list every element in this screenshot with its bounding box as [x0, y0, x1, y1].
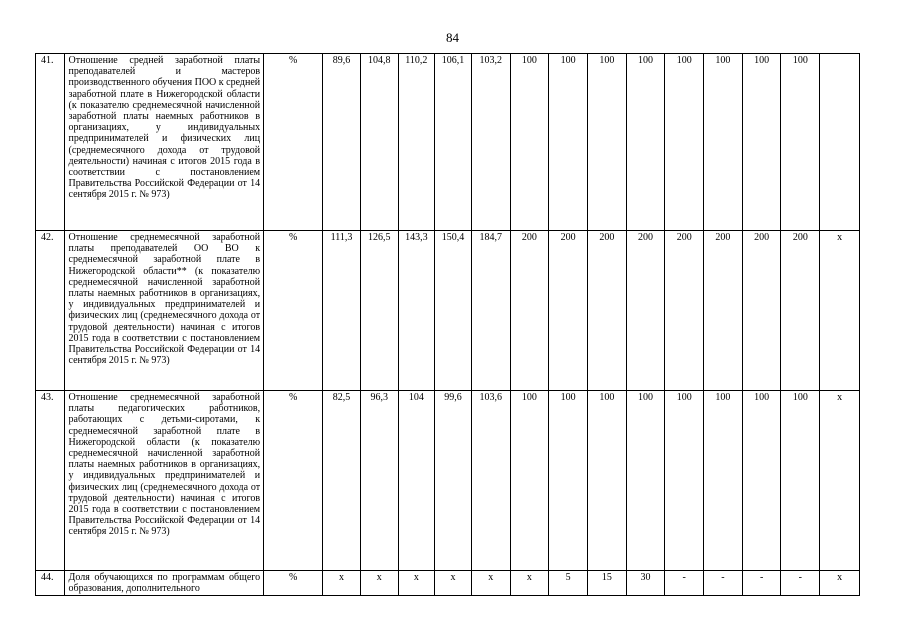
value-cell: 100 [704, 54, 743, 231]
table-row [36, 231, 860, 391]
value-cell: 100 [665, 54, 704, 231]
unit-cell: % [264, 391, 323, 571]
value-cell: x [323, 571, 361, 596]
value-cell: 100 [510, 391, 549, 571]
value-cell: 200 [781, 231, 820, 391]
value-cell: 200 [510, 231, 549, 391]
value-cell: 200 [587, 231, 626, 391]
value-cell: 100 [781, 54, 820, 231]
value-cell: - [665, 571, 704, 596]
value-cell: 200 [549, 231, 588, 391]
value-cell: x [435, 571, 472, 596]
row-number: 44. [36, 571, 65, 596]
table-row [36, 571, 860, 596]
value-cell: 100 [781, 391, 820, 571]
value-cell: 96,3 [360, 391, 398, 571]
value-cell: - [704, 571, 743, 596]
value-cell: 111,3 [323, 231, 361, 391]
value-cell: 103,2 [471, 54, 510, 231]
value-cell: 15 [587, 571, 626, 596]
value-cell: - [781, 571, 820, 596]
row-number: 43. [36, 391, 65, 571]
indicator-name: Доля обучающихся по программам общего образования, дополнительного [64, 571, 264, 596]
value-cell: 106,1 [435, 54, 472, 231]
value-cell: 89,6 [323, 54, 361, 231]
row-number: 41. [36, 54, 65, 231]
value-cell: 100 [742, 54, 781, 231]
value-cell: 104,8 [360, 54, 398, 231]
value-cell: 100 [704, 391, 743, 571]
value-cell: x [360, 571, 398, 596]
value-cell: 143,3 [398, 231, 435, 391]
value-cell: 103,6 [471, 391, 510, 571]
value-cell: x [820, 391, 860, 571]
value-cell: 100 [587, 54, 626, 231]
value-cell: x [820, 231, 860, 391]
value-cell: 200 [626, 231, 665, 391]
value-cell: 126,5 [360, 231, 398, 391]
value-cell: 100 [549, 391, 588, 571]
unit-cell: % [264, 571, 323, 596]
value-cell: 100 [510, 54, 549, 231]
value-cell: 100 [665, 391, 704, 571]
indicator-name: Отношение среднемесячной заработной платы педагогических работников, работающих с детьми-сиротами, к среднемесячной заработной плате в Нижегородской области (к показателю среднемесячной начисленной заработной платы наемных работников в организациях, у индивидуальных предпринимателей и физических лиц (среднемесячного дохода от трудовой деятельности) начиная с итогов 2015 года в соответствии с постановлением Правительства Российской Федерации от 14 сентября 2015 г. № 973) [64, 391, 264, 571]
unit-cell: % [264, 54, 323, 231]
value-cell: 200 [665, 231, 704, 391]
indicators-table [35, 53, 860, 596]
row-number: 42. [36, 231, 65, 391]
value-cell: 100 [587, 391, 626, 571]
unit-cell: % [264, 231, 323, 391]
value-cell: x [820, 571, 860, 596]
value-cell: 150,4 [435, 231, 472, 391]
page-number: 84 [446, 30, 459, 45]
value-cell: 100 [742, 391, 781, 571]
value-cell: 110,2 [398, 54, 435, 231]
indicator-name: Отношение средней заработной платы преподавателей и мастеров производственного обучения ПОО к средней заработной плате в Нижегородской области (к показателю среднемесячной начисленной заработной платы наемных работников в организациях, у индивидуальных предпринимателей и физических лиц (среднемесячного дохода от трудовой деятельности) начиная с итогов 2015 года в соответствии с постановлением Правительства Российской Федерации от 14 сентября 2015 г. № 973) [64, 54, 264, 231]
value-cell: - [742, 571, 781, 596]
value-cell: 184,7 [471, 231, 510, 391]
value-cell: 104 [398, 391, 435, 571]
value-cell: 99,6 [435, 391, 472, 571]
value-cell: x [471, 571, 510, 596]
value-cell: 82,5 [323, 391, 361, 571]
table-row [36, 54, 860, 231]
value-cell: 100 [549, 54, 588, 231]
value-cell: x [510, 571, 549, 596]
value-cell [820, 54, 860, 231]
value-cell: 5 [549, 571, 588, 596]
value-cell: 200 [742, 231, 781, 391]
indicator-name: Отношение среднемесячной заработной платы преподавателей ОО ВО к среднемесячной заработной плате в Нижегородской области** (к показателю среднемесячной начисленной заработной платы наемных работников в организациях, у индивидуальных предпринимателей и физических лиц (среднемесячного дохода от трудовой деятельности) начиная с итогов 2015 года в соответствии с постановлением Правительства Российской Федерации от 14 сентября 2015 г. № 973) [64, 231, 264, 391]
value-cell: x [398, 571, 435, 596]
value-cell: 200 [704, 231, 743, 391]
table-row [36, 391, 860, 571]
value-cell: 100 [626, 54, 665, 231]
value-cell: 30 [626, 571, 665, 596]
value-cell: 100 [626, 391, 665, 571]
